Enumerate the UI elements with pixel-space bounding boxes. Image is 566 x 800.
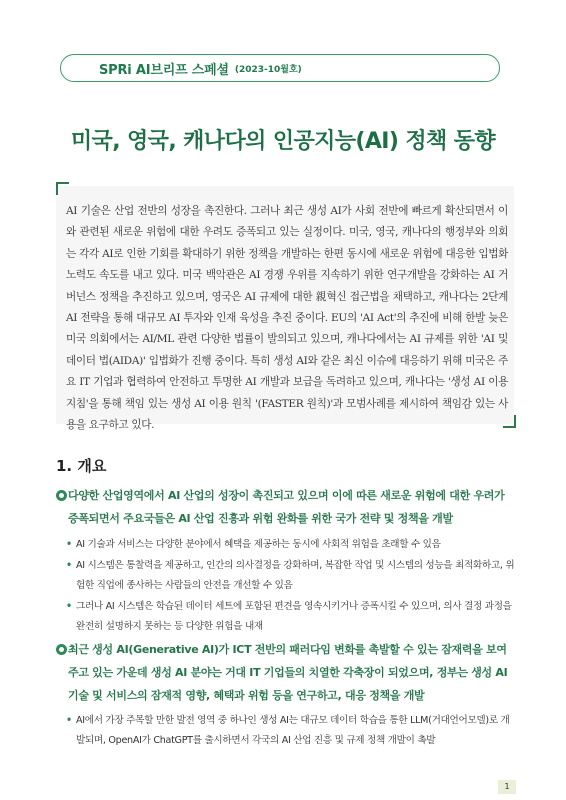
main-bullet-1: [56, 484, 516, 530]
summary-text: AI 기술은 산업 전반의 성장을 촉진한다. 그러나 최근 생성 AI가 사회 전반에 빠르게 확산되면서 이와 관련된 새로운 위험에 대한 우려도 증폭되고 있는 실정이다. 미국, 영국, 캐나다의 행정부와 의회는 각각 AI로 인한 기회를 확대하기 위한 정책을 개발하는 한편 동시에 새로운 위험에 대응한 입법화 노력도 속도를 내고 있다. 미국 백악관은 AI 경쟁 우위를 지속하기 위한 연구개발을 강화하는 AI 거버넌스 정책을 추진하고 있으며, 영국은 AI 규제에 대한 親혁신 접근법을 채택하고, 캐나다는 2단계 AI 전략을 통해 대규모 AI 투자와 인재 육성을 추진 중이다. EU의 'AI Act'의 추진에 비해 한발 늦은 미국 의회에서는 AI/ML 관련 다양한 법률이 발의되고 있으며, 캐나다에서는 AI 규제를 위한 'AI 및 데이터 법(AIDA)' 입법화가 진행 중이다. 특히 생성 AI와 같은 최신 이슈에 대응하기 위해 미국은 주요 IT 기업과 협력하여 안전하고 투명한 AI 개발과 보급을 독려하고 있으며, 캐나다는 '생성 AI 이용 지침'을 통해 책임 있는 생성 AI 이용 원칙 '(FASTER 원칙)'과 모범사례를 제시하여 책임감 있는 사용을 요구하고 있다.: [66, 205, 508, 432]
main-bullet-text: 다양한 산업영역에서 AI 산업의 성장이 촉진되고 있으며 이에 따른 새로운 위험에 대한 우려가 증폭되면서 주요국들은 AI 산업 진흥과 위험 완화를 위한 국가 전략 및 정책을 개발: [68, 489, 505, 525]
bullet-dot-icon: •: [66, 560, 72, 571]
sub-bullet: [66, 597, 516, 637]
sub-bullet-text: AI 기술과 서비스는 다양한 분야에서 혜택을 제공하는 동시에 사회적 위험을 초래할 수 있음: [76, 539, 441, 550]
bullet-dot-icon: •: [66, 715, 72, 726]
bullet-dot-icon: •: [66, 539, 72, 550]
report-date: (2023-10월호): [234, 64, 302, 75]
report-brand: SPRi AI브리프 스페셜: [99, 62, 229, 78]
main-bullet-2: [56, 638, 516, 707]
page-number: 1: [498, 780, 516, 794]
circle-bullet-icon: [56, 644, 67, 655]
bullet-dot-icon: •: [66, 601, 72, 612]
report-header-badge: [60, 54, 500, 82]
sub-bullet: [66, 535, 516, 555]
main-bullet-text: 최근 생성 AI(Generative AI)가 ICT 전반의 패러다임 변화를 촉발할 수 있는 잠재력을 보여주고 있는 가운데 생성 AI 분야는 거대 IT 기업들의 치열한 각축장이 되었으며, 정부는 생성 AI 기술 및 서비스의 잠재적 영향, 혜택과 위험 등을 연구하고, 대응 정책을 개발: [68, 643, 508, 702]
section-heading: 1. 개요: [56, 457, 107, 475]
sub-bullet-text: AI 시스템은 통찰력을 제공하고, 인간의 의사결정을 강화하며, 복잡한 작업 및 시스템의 성능을 최적화하고, 위험한 직업에 종사하는 사람들의 안전을 개선할 수 있음: [76, 560, 515, 591]
sub-bullet-text: 그러나 AI 시스템은 학습된 데이터 세트에 포함된 편견을 영속시키거나 증폭시킬 수 있으며, 의사 결정 과정을 완전히 설명하지 못하는 등 다양한 위험을 내재: [76, 601, 512, 632]
corner-bracket-top-left: [56, 182, 69, 195]
page-title: 미국, 영국, 캐나다의 인공지능(AI) 정책 동향: [70, 129, 496, 154]
sub-bullet-text: AI에서 가장 주목할 만한 발전 영역 중 하나인 생성 AI는 대규모 데이터 학습을 통한 LLM(거대언어모델)로 개발되며, OpenAI가 ChatGPT를 출시하면서 각국의 AI 산업 진흥 및 규제 정책 개발이 촉발: [76, 715, 510, 746]
circle-bullet-icon: [56, 490, 67, 501]
sub-bullet: [66, 711, 516, 751]
sub-bullet: [66, 556, 516, 596]
